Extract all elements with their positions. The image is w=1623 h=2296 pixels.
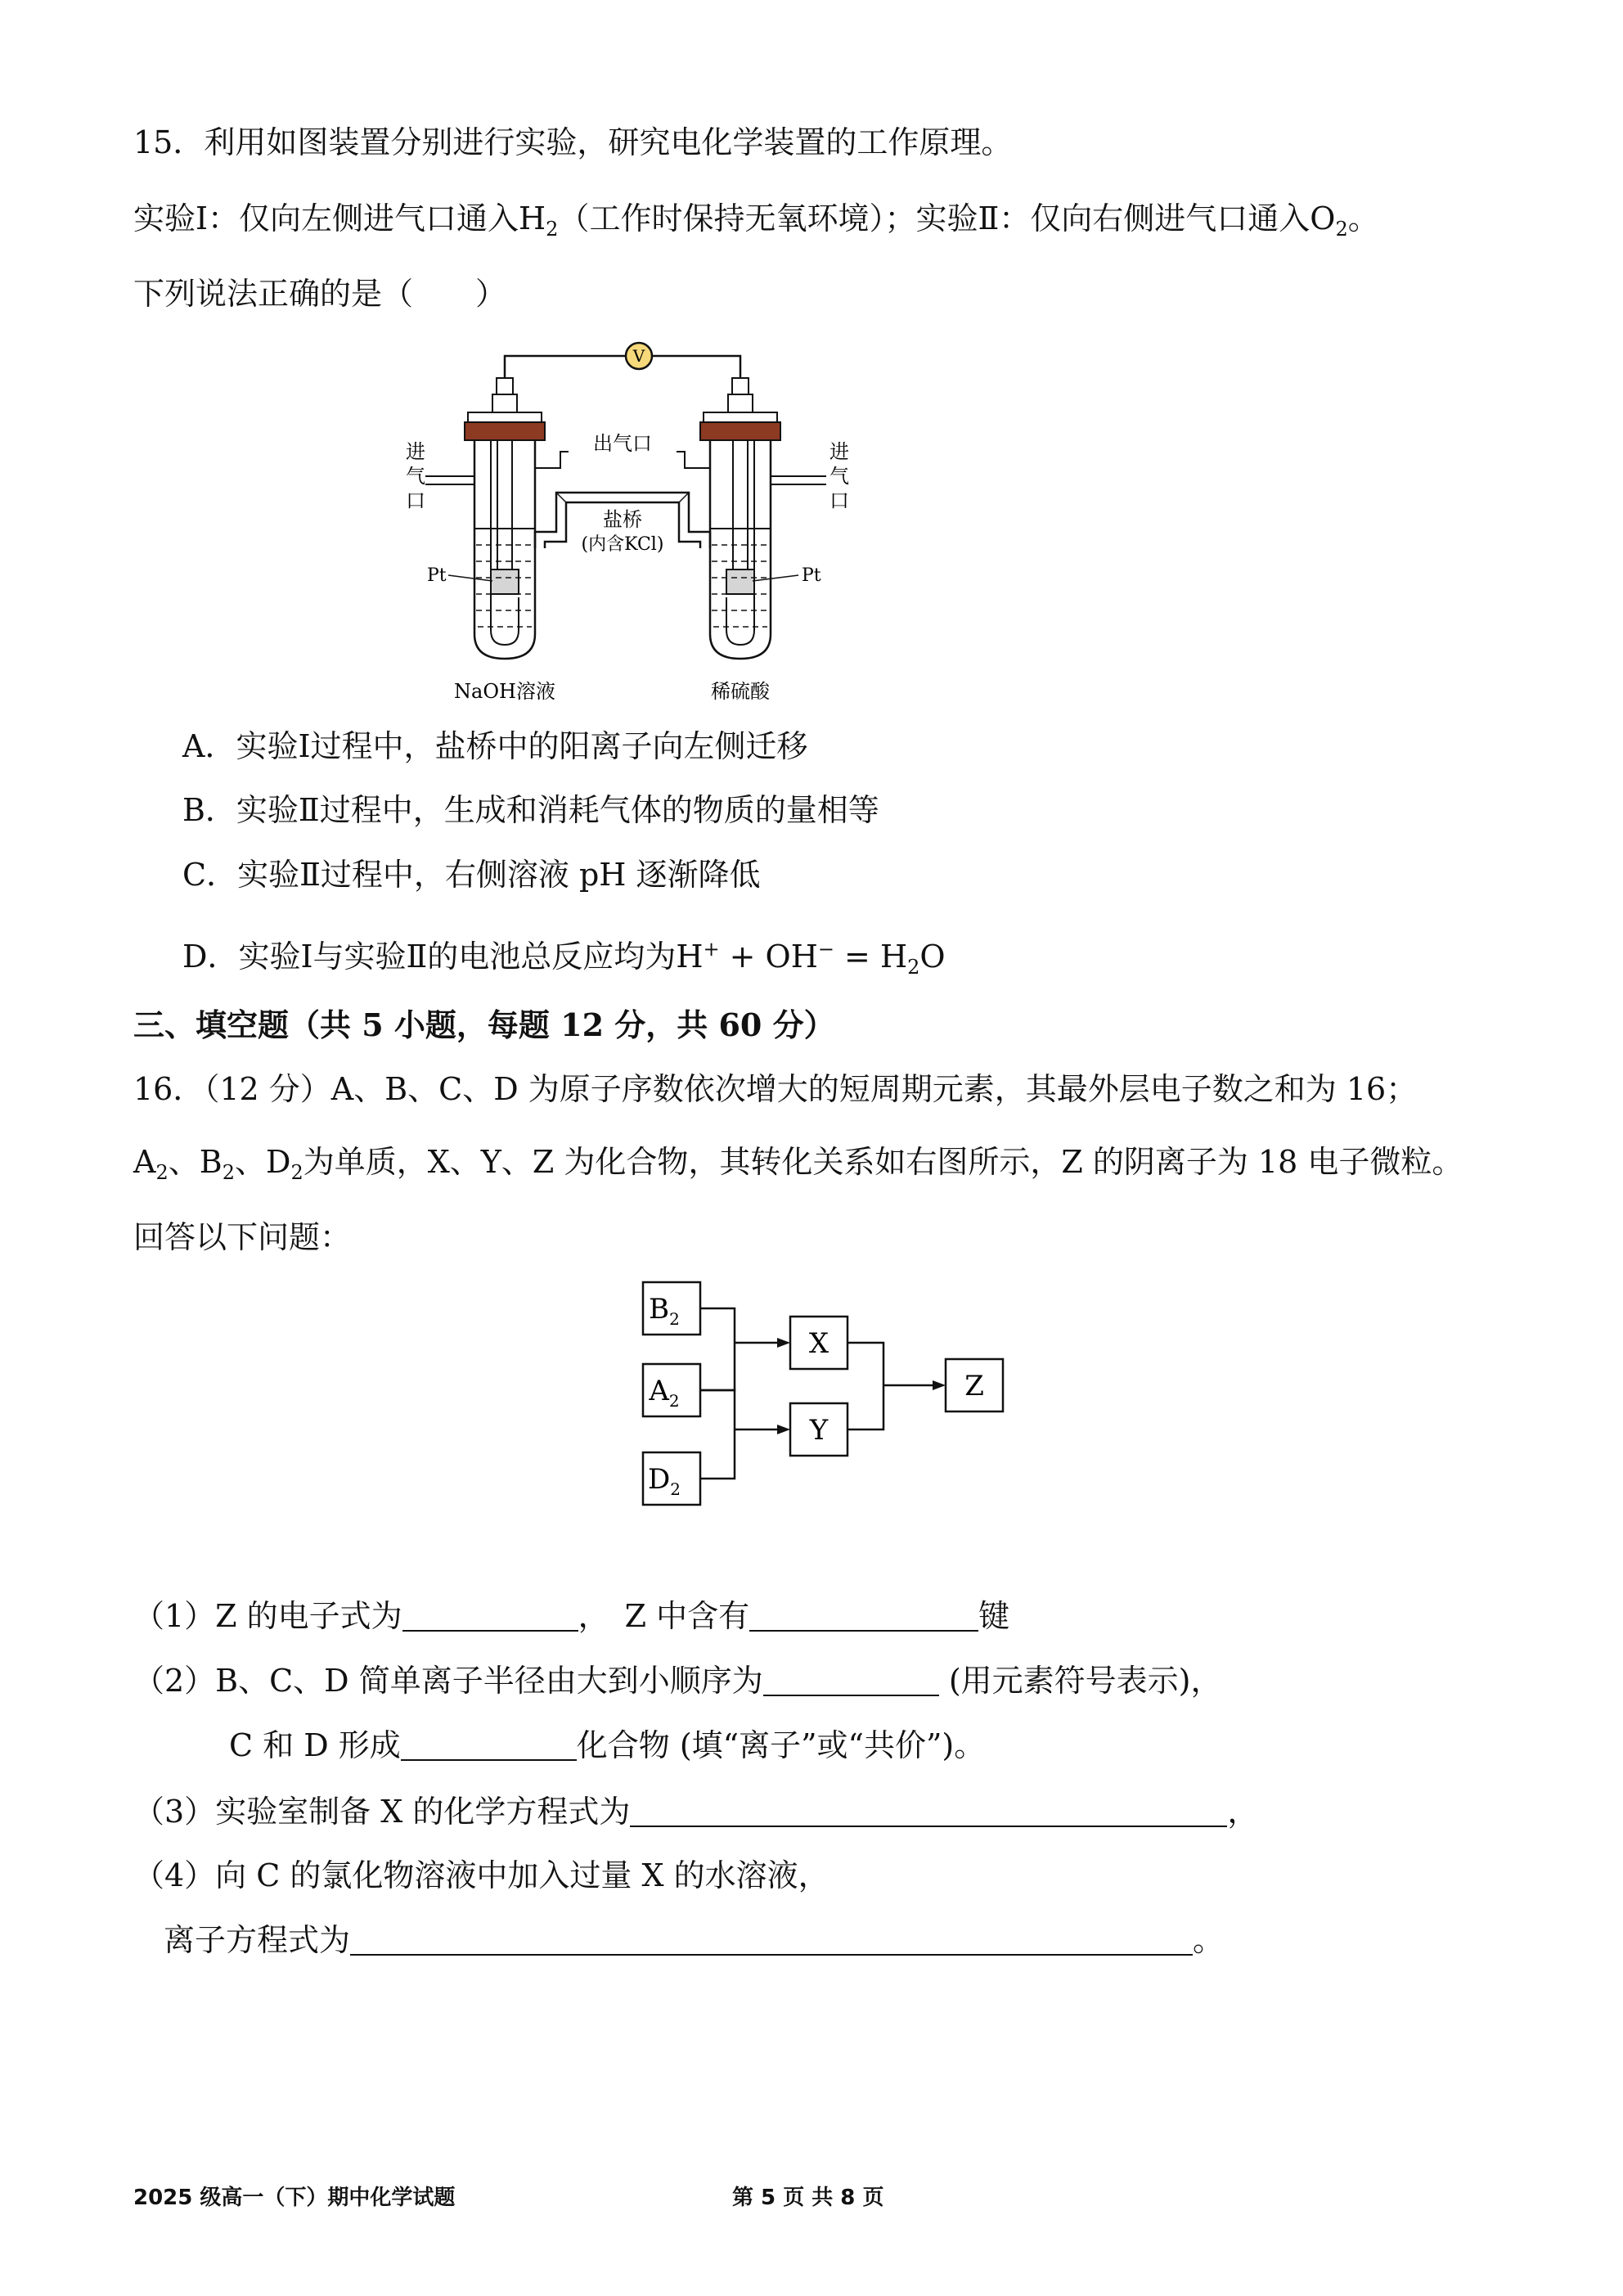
label-z: Z	[964, 1370, 984, 1402]
left-inlet-label-2: 气	[406, 465, 425, 488]
q16-stem: 16．（12 分）A、B、C、D 为原子序数依次增大的短周期元素，其最外层电子数之和为 16；	[133, 1071, 1418, 1107]
pt-left-label: Pt	[427, 565, 447, 586]
q16-part4: （4）向 C 的氯化物溶液中加入过量 X 的水溶液，	[133, 1857, 829, 1893]
right-inlet-label-3: 口	[829, 489, 849, 512]
electrochemical-cell-figure	[393, 327, 867, 712]
transformation-diagram	[630, 1272, 1014, 1526]
label-a2: $A_2$	[649, 1375, 680, 1411]
salt-bridge-note: (内含KCl)	[581, 534, 664, 555]
left-inlet-label-1: 进	[406, 440, 425, 463]
answer-blank-3[interactable]	[763, 1665, 939, 1696]
pt-right-label: Pt	[802, 565, 821, 586]
left-cell	[425, 378, 545, 659]
label-b2: $B_2$	[649, 1293, 680, 1329]
answer-blank-2[interactable]	[749, 1600, 978, 1632]
right-inlet-label-1: 进	[829, 440, 849, 463]
footer-exam-title: 2025 级高一（下）期中化学试题	[133, 2186, 456, 2210]
q16-ask: 回答以下问题：	[133, 1219, 352, 1255]
footer-page-number: 第 5 页 共 8 页	[732, 2186, 884, 2210]
answer-blank-5[interactable]	[630, 1796, 1227, 1827]
answer-blank-4[interactable]	[401, 1730, 577, 1761]
q15-experiment-desc: 实验Ⅰ：仅向左侧进气口通入$H_2$（工作时保持无氧环境）；实验Ⅱ：仅向右侧进气口通入$O_2$。	[133, 200, 1379, 241]
label-y: Y	[809, 1414, 829, 1447]
q16-line2: $A_2$、$B_2$、$D_2$为单质，X、Y、Z 为化合物，其转化关系如右图所示，Z 的阴离子为 18 电子微粒。	[133, 1144, 1463, 1184]
label-x: X	[808, 1327, 829, 1360]
q15-option-c: C．实验Ⅱ过程中，右侧溶液 pH 逐渐降低	[182, 857, 761, 893]
q16-part4-cont: 离子方程式为 。	[164, 1922, 1225, 1958]
q16-part2-cont: C 和 D 形成 化合物 (填“离子”或“共价”)。	[229, 1727, 986, 1763]
naoh-solution-label: NaOH溶液	[454, 680, 555, 703]
left-inlet-label-3: 口	[406, 489, 425, 512]
outlet-label: 出气口	[593, 432, 652, 455]
dilute-sulfuric-acid-label: 稀硫酸	[711, 680, 770, 703]
section-heading: 三、填空题（共 5 小题，每题 12 分，共 60 分）	[133, 1006, 835, 1043]
label-d2: $D_2$	[648, 1463, 681, 1499]
q15-option-b: B．实验Ⅱ过程中，生成和消耗气体的物质的量相等	[182, 792, 879, 828]
right-cell	[700, 378, 826, 659]
voltmeter-label: V	[632, 346, 645, 366]
q15-stem: 15．利用如图装置分别进行实验，研究电化学装置的工作原理。	[133, 124, 1013, 160]
q16-part1: （1）Z 的电子式为 ， Z 中含有 键	[133, 1598, 1010, 1634]
q16-part2: （2）B、C、D 简单离子半径由大到小顺序为 (用元素符号表示)，	[133, 1663, 1222, 1699]
salt-bridge-label: 盐桥	[603, 508, 642, 531]
answer-blank-1[interactable]	[402, 1600, 578, 1632]
answer-blank-6[interactable]	[350, 1925, 1193, 1956]
q15-ask: 下列说法正确的是（ ）	[133, 276, 507, 312]
q15-option-a: A．实验Ⅰ过程中，盐桥中的阳离子向左侧迁移	[182, 728, 808, 764]
q15-option-d: D．实验Ⅰ与实验Ⅱ的电池总反应均为$H^+ + OH^- = H_2O$	[182, 938, 946, 979]
right-inlet-label-2: 气	[829, 465, 849, 488]
q16-part3: （3）实验室制备 X 的化学方程式为 ，	[133, 1794, 1259, 1830]
